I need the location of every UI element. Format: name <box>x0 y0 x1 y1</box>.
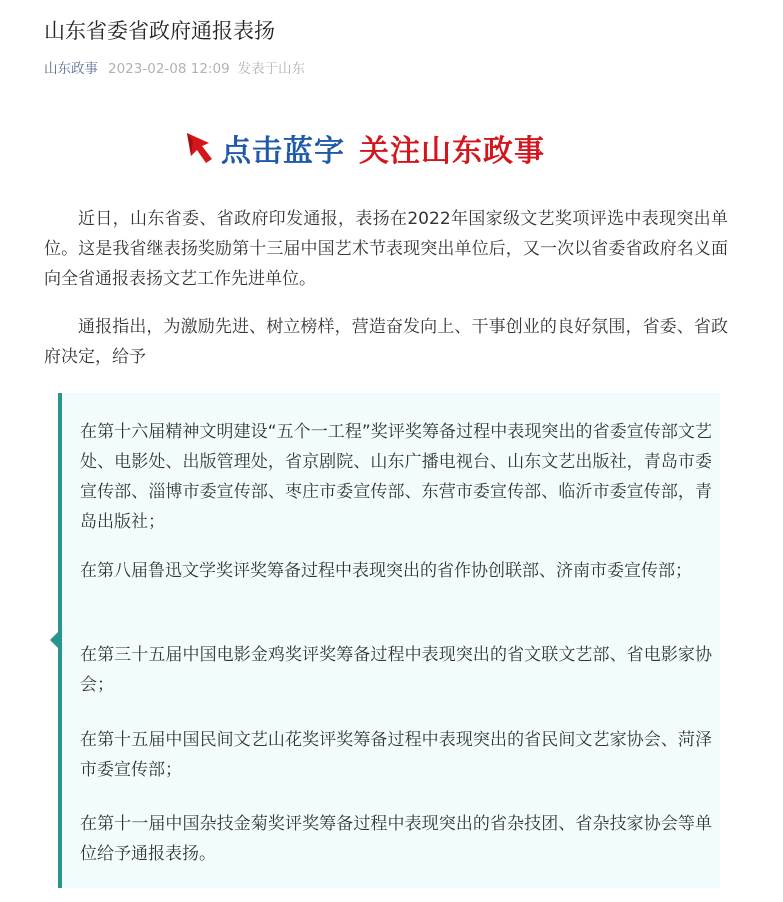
commendation-item-1: 在第十六届精神文明建设“五个一工程”奖评奖筹备过程中表现突出的省委宣传部文艺处、电影处、出版管理处，省京剧院、山东广播电视台、山东文艺出版社，青岛市委宣传部、淄博市委宣传部、枣庄市委宣传部、东营市委宣传部、临沂市委宣传部，青岛出版社； <box>80 422 712 532</box>
commendation-item-4: 在第十五届中国民间文艺山花奖评奖筹备过程中表现突出的省民间文艺家协会、菏泽市委宣传部； <box>80 730 712 780</box>
commendation-item-3: 在第三十五届中国电影金鸡奖评奖筹备过程中表现突出的省文联文艺部、省电影家协会； <box>80 645 712 695</box>
article-title: 山东省委省政府通报表扬 <box>44 19 275 43</box>
body-paragraph-2: 通报指出，为激励先进、树立榜样，营造奋发向上、干事创业的良好氛围，省委、省政府决定，给予 <box>44 317 728 367</box>
commendation-item-2: 在第八届鲁迅文学奖评奖筹备过程中表现突出的省作协创联部、济南市委宣传部； <box>80 561 692 581</box>
commendation-list-box <box>58 393 720 888</box>
body-paragraph-1: 近日，山东省委、省政府印发通报，表扬在2022年国家级文艺奖项评选中表现突出单位。这是我省继表扬奖励第十三届中国艺术节表现突出单位后，又一次以省委省政府名义面向全省通报表扬文艺工作先进单位。 <box>44 209 728 289</box>
banner-blue-text: 点击蓝字 <box>221 134 345 169</box>
red-arrow-icon <box>183 131 215 165</box>
follow-banner[interactable] <box>183 125 545 171</box>
account-name-link[interactable]: 山东政事 <box>44 61 98 77</box>
banner-red-text: 关注山东政事 <box>359 134 545 169</box>
article-meta <box>44 60 305 78</box>
publish-date: 2023-02-08 12:09 <box>108 61 230 77</box>
publish-location: 发表于山东 <box>237 61 306 77</box>
commendation-item-5: 在第十一届中国杂技金菊奖评奖筹备过程中表现突出的省杂技团、省杂技家协会等单位给予通报表扬。 <box>80 814 712 864</box>
quote-notch-marker <box>50 632 58 648</box>
